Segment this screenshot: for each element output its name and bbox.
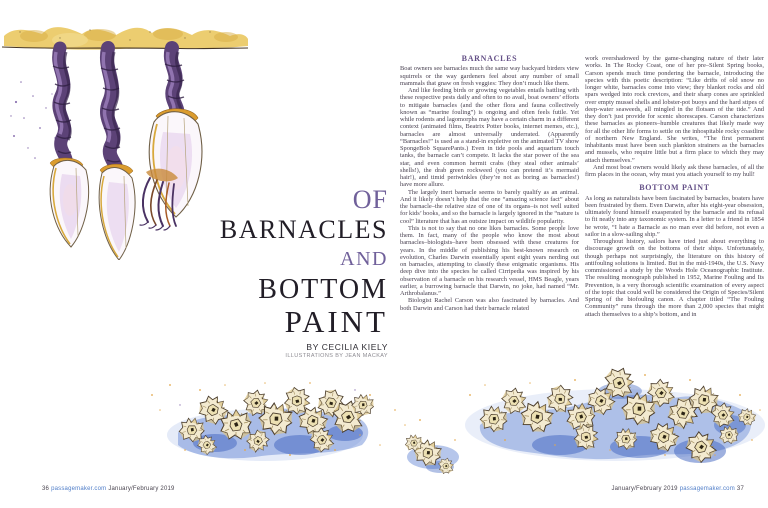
- left-folio-issue: January/February 2019: [108, 486, 175, 492]
- barnacle-cirri: [140, 169, 178, 230]
- article-title-block: [220, 186, 388, 359]
- article-column-1: [400, 55, 579, 312]
- gooseneck-stalk-middle: [100, 48, 133, 177]
- paragraph: And like feeding birds or growing vegetables entails battling with these respective pests daily and often to no avail, boat owners’ efforts to mitigate barnacles (and the other flora and fauna collectively known as “marine fouling”) is ongoing and often feels futile. Yet while rodents and lagomorphs may have a certain charm in a different context (animated films, Beatrix Potter books, internet memes, etc.), barnacles are almost universally underrated. (Apparently “Barnacles!” is used as a stand-in expletive on the animated TV show SpongeBob SquarePants.) Even in tide pools and aquarium touch tanks, the barnacle can’t compete. It lacks the star power of the sea star, and even common hermit crabs (they steal other animals’ shells!), the drab green rockweed (you can pretend it’s mermaid hair!), and timid periwinkles (they’re not as boring as barnacles!) have more allure.: [400, 87, 579, 189]
- gooseneck-shell-right: [149, 112, 202, 217]
- title-line-and: AND: [340, 248, 388, 270]
- purple-speckles: [10, 81, 55, 159]
- illustration-credit: ILLUSTRATIONS BY JEAN MACKAY: [285, 353, 388, 359]
- left-page-number: 36: [42, 486, 50, 492]
- right-folio-issue: January/February 2019: [611, 486, 678, 492]
- paragraph: As long as naturalists have been fascinated by barnacles, boaters have been frustrated by them. Even Darwin, after his eight-year obsession, ultimately found himself exasperated by the barnacle and its refusal to fit neatly into any taxonomic system. In a letter to a friend in 1854 he wrote, “I hate a Barnacle as no man ever did before, not even a sailor in a slow-sailing ship.”: [585, 194, 764, 238]
- paragraph: And most boat owners would likely ask these barnacles, of all the firm places in the ocean, why must you attach yourself to my hull!: [585, 163, 764, 178]
- title-line-bottom: BOTTOM: [258, 274, 388, 305]
- gooseneck-shell-middle: [99, 168, 135, 260]
- gooseneck-stalk-left: [50, 48, 83, 170]
- acorn-barnacles-illustration: [0, 355, 768, 495]
- paragraph: Biologist Rachel Carson was also fascinated by barnacles. And both Darwin and Carson had their barnacle related: [400, 297, 579, 312]
- right-folio: [611, 486, 744, 492]
- left-folio: [42, 486, 175, 492]
- right-page-number: 37: [736, 486, 744, 492]
- section-heading-bottom-paint: BOTTOM PAINT: [639, 183, 710, 193]
- right-folio-website: passagemaker.com: [679, 486, 735, 492]
- title-line-barnacles: BARNACLES: [219, 215, 388, 244]
- title-line-of: OF: [352, 185, 388, 214]
- paragraph: Throughout history, sailors have tried just about everything to discourage growth on the bottoms of their ships. Unfortunately, though perhaps not surprisingly, the literature on this history of antifouling solutions is limited. But in the mid-1940s, the U.S. Navy commissioned a study by the Woods Hole Oceanographic Institute. The resulting monograph published in 1952, Marine Fouling and Its Prevention, is a very thorough scientific examination of every aspect of the topic that could well be considered the Origin of Species/Silent Spring of the biofouling canon. A chapter titled “The Fouling Community” runs through the more than 2,000 species that might attach themselves to a ship’s bottom, and in: [585, 238, 764, 318]
- paragraph: work overshadowed by the game-changing nature of their later works. In The Rocky Coast, one of her pre–Silent Spring books, Carson spends much time pondering the barnacle, introducing the species with this poetic description: “Like drifts of old snow no longer white, barnacles come into view; they blanket rocks and old spars wedged into rock crevices, and their sharp cones are sprinkled over empty mussel shells and lobster-pot buoys and the hard stipes of deep-water seaweeds, all mingled in the flotsam of the tide.” And they don’t just provide for scenic shorescapes. Carson characterizes these barnacles as pioneers–humble creatures that likely made way for all the other life forms to settle on the inhospitable rocky coastline of northern New England. She writes, “The first permanent inhabitants must have been such plankton strainers as the barnacles and mussels, who require little but a firm place to which they may attach themselves.”: [585, 55, 764, 164]
- article-column-2: [585, 55, 764, 318]
- title-line-paint: PAINT: [284, 304, 388, 339]
- paragraph: The largely inert barnacle seems to barely qualify as an animal. And it likely doesn’t help that the one “amazing science fact” about the barnacle–the relative size of one of its organs–is not well suited for kids’ books, and so the barnacle is largely ignored in the “nature is cool” literature that has an outsize impact on wildlife popularity.: [400, 188, 580, 225]
- gooseneck-shell-left: [50, 160, 88, 247]
- byline: BY CECILIA KIELY: [306, 342, 388, 352]
- left-folio-website: passagemaker.com: [51, 486, 107, 492]
- section-heading-barnacles: BARNACLES: [461, 54, 518, 63]
- gooseneck-barnacles-illustration: [0, 10, 250, 260]
- paragraph: Boat owners see barnacles much the same way backyard birders view squirrels or the way gardeners feel about any number of small mammals that gnaw on fresh veggies: They don’t much like them.: [400, 65, 579, 87]
- paragraph: This is not to say that no one likes barnacles. Some people love them. In fact, many of the people who know the most about barnacles–biologists–have been obsessed with these creatures for years. In the middle of publishing his best-known research on evolution, Charles Darwin essentially spent eight years nerding out on barnacles, attempting to classify these enigmatic organisms. His deep dive into the species he called Cirripedia was inspired by his observation of a barnacle on his research vessel, HMS Beagle, years earlier, a burrowing barnacle that Darwin, no joke, had named “Mr. Arthrobalanus.”: [400, 224, 579, 297]
